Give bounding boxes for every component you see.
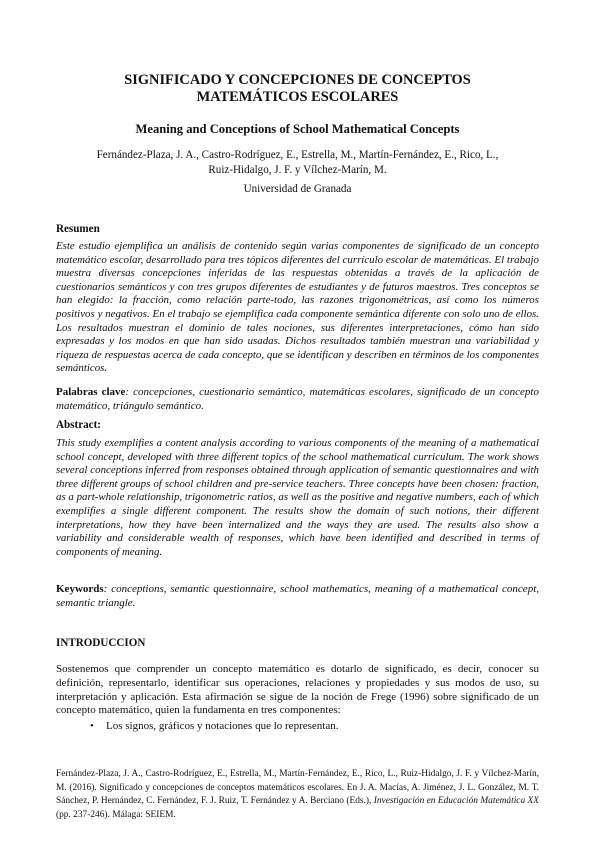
keywords <box>56 583 539 610</box>
abstract-text: This study exemplifies a content analysis according to various components of the meaning of a mathematical school concept, developed with three different topics of the school mathematical curriculum. The work shows several conceptions inferred from responses obtained through application of semantic questionnaires and with three different groups of school children and pre-service teachers. Three concepts have been chosen: fraction, as a part-whole relationship, trigonometric ratios, as well as the positive and negative numbers, each of which exemplifies a single different component. The results show the domain of such notions, their different interpretations, how they have been internalized and the ways they are used. The results also show a variability and considerable wealth of responses, which have been identified and described in terms of components of meaning. <box>56 437 539 558</box>
footer-pages: (pp. 237-246). Málaga: SEIEM. <box>56 809 176 820</box>
keywords-label: Keywords <box>56 583 104 595</box>
intro-paragraph: Sostenemos que comprender un concepto matemático es dotarlo de significado, es decir, conocer su definición, representarlo, identificar sus operaciones, relaciones y propiedades y sus modos de uso, su interpretación y aplicación. Esta afirmación se sigue de la noción de Frege (1996) sobre significado de un concepto matemático, quien la fundamenta en tres componentes: <box>56 663 539 717</box>
paper-title <box>40 72 555 106</box>
list-item-text: Los signos, gráficos y notaciones que lo representan. <box>106 720 339 732</box>
author-list <box>56 148 539 177</box>
title-line-1: SIGNIFICADO Y CONCEPCIONES DE CONCEPTOS <box>124 72 471 88</box>
list-item <box>56 719 539 733</box>
keywords-text: : conceptions, semantic questionnaire, school mathematics, meaning of a mathematical concept, semantic triangle. <box>56 583 539 609</box>
bullet-marker: • <box>90 720 94 732</box>
footer-citation <box>56 768 539 822</box>
footer-citation-text: Fernández-Plaza, J. A., Castro-Rodríguez, E., Estrella, M., Martín-Fernández, E., Rico, L., Ruiz-Hidalgo, J. F. y Vílchez-Marín, M. (2016). Significado y concepciones de conceptos matemáticos escolares. En J. A. Macías, A. Jiménez, J. L. González, M. T. Sánchez, P. Hernández, C. Fernández, F. J. Ruiz, T. Fernández y A. Berciano (Eds.), <box>56 769 539 807</box>
palabras-clave-label: Palabras clave <box>56 386 126 398</box>
footer-book-title: Investigación en Educación Matemática XX <box>373 796 539 807</box>
paper-title-english: Meaning and Conceptions of School Mathematical Concepts <box>135 122 460 136</box>
section-heading-introduccion: INTRODUCCION <box>56 637 146 649</box>
abstract-heading: Abstract: <box>56 419 101 431</box>
palabras-clave-text: : concepciones, cuestionario semántico, matemáticas escolares, significado de un concepto matemático, triángulo semántico. <box>56 386 539 412</box>
palabras-clave <box>56 386 539 413</box>
title-line-2: MATEMÁTICOS ESCOLARES <box>196 89 399 105</box>
author-line-1: Fernández-Plaza, J. A., Castro-Rodríguez, E., Estrella, M., Martín-Fernández, E., Rico, L., <box>96 149 499 161</box>
resumen-heading: Resumen <box>56 223 100 235</box>
author-line-2: Ruiz-Hidalgo, J. F. y Vílchez-Marín, M. <box>208 163 387 176</box>
affiliation: Universidad de Granada <box>243 183 352 195</box>
intro-bullet-list <box>56 719 539 733</box>
resumen-text: Este estudio ejemplifica un análisis de contenido según varias componentes de significado de un concepto matemático escolar, desarrollado para tres tópicos diferentes del currículo escolar de matemáticas. El trabajo muestra diversas concepciones inferidas de las respuestas obtenidas a través de la aplicación de cuestionarios semánticos y con tres grupos diferentes de estudiantes y de futuros maestros. Tres conceptos se han elegido: la fracción, como relación parte-todo, las razones trigonométricas, así como los números positivos y negativos. En el trabajo se ejemplifica cada componente semántica diferente con solo uno de ellos. Los resultados muestran el dominio de tales nociones, sus diferentes interpretaciones, cómo han sido expresadas y los modos en que han sido usadas. Dichos resultados también muestran una variabilidad y riqueza de respuestas acerca de cada concepto, que se identifican y describen en términos de los componentes semánticos. <box>56 240 539 375</box>
